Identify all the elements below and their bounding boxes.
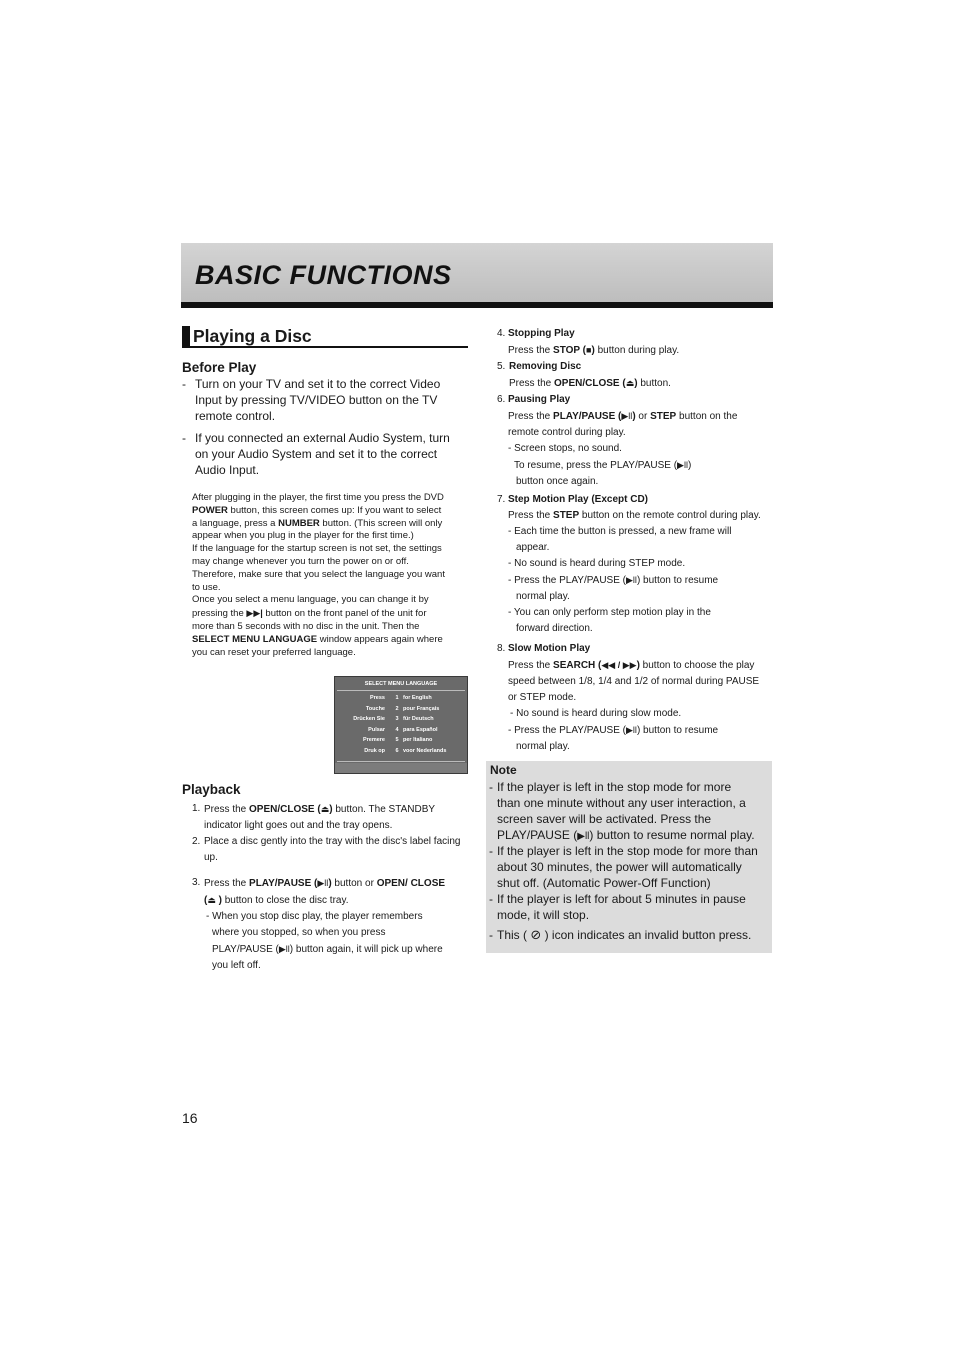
play-pause-icon: ▶ll <box>577 831 590 842</box>
play-pause-icon: ▶ll <box>621 411 633 421</box>
play-pause-icon: ▶ll <box>626 575 637 585</box>
note-item: - If the player is left in the stop mode for more than about 30 minutes, the power will automatically shut off. (Automatic Power-Off Function) <box>489 844 758 890</box>
eject-icon: ⏏ <box>207 895 216 905</box>
screen-footer <box>335 763 467 773</box>
step-motion-play: 7. Step Motion Play (Except CD) Press the STEP button on the remote control during play. - Each time the button is pressed, a new frame will appear. - No sound is heard during STEP mode. - Press the PLAY/PAUSE (▶ll) button to resume normal play. - You can only perform step motion play in the forward direction. <box>497 494 761 634</box>
search-icon: ◀◀ / ▶▶ <box>601 660 637 670</box>
before-play-heading: Before Play <box>182 360 257 375</box>
playback-step-3: 3. Press the PLAY/PAUSE (▶ll) button or OPEN/ CLOSE (⏏ ) button to close the disc tray. - When you stop disc play, the player remembers where you stopped, so when you press PLAY/PAUSE (▶ll) button again, it will pick up where you left off. <box>192 877 446 971</box>
play-pause-icon: ▶ll <box>677 460 688 470</box>
playback-step-2: 2. Place a disc gently into the tray with the disc's label facing up. <box>192 836 461 863</box>
step-stopping-play: 4. Stopping Play Press the STOP (■) button during play. <box>497 328 680 356</box>
note-item: - If the player is left for about 5 minutes in pause mode, it will stop. <box>489 892 746 922</box>
language-row: Press 1 for English <box>370 695 432 701</box>
note-item: - If the player is left in the stop mode for more than one minute without any user interaction, a screen saver will be activated. Press the PLAY/PAUSE (▶ll) button to resume normal play. <box>489 779 769 845</box>
language-screen-title: SELECT MENU LANGUAGE <box>364 681 438 687</box>
playback-heading: Playback <box>182 782 241 797</box>
eject-icon: ⏏ <box>625 378 635 388</box>
language-row: Premere 5 per Italiano <box>362 737 433 743</box>
before-play-bullet: - Turn on your TV and set it to the correct Video Input by pressing TV/VIDEO button on the TV remote control. <box>182 377 441 423</box>
language-row: Touche 2 pour Français <box>365 705 440 712</box>
step-slow-motion-play: 8. Slow Motion Play Press the SEARCH (◀◀ / ▶▶) button to choose the play speed between 1/8, 1/4 and 1/2 of normal during PAUSE or STEP mode. - No sound is heard during slow mode. - Press the PLAY/PAUSE (▶ll) button to resume normal play. <box>497 643 760 752</box>
language-row: Pulsar 4 para Español <box>368 726 438 733</box>
page-number: 16 <box>182 1110 198 1126</box>
section-title: Playing a Disc <box>193 326 312 346</box>
skip-next-icon: ▶▶| <box>246 608 263 619</box>
language-instructions: After plugging in the player, the first time you press the DVD POWER button, this screen comes up: If you want to select a language, press a NUMBER button. (This screen will only appear when you plug in the player for the first time.) If the language for the startup screen is not set, the settings may change whenever you turn the power on or off. Therefore, make sure that you select the language you want to use. Once you select a menu language, you can change it by pressing the ▶▶| button on the front panel of the unit for more than 5 seconds with no disc in the unit. Then the SELECT MENU LANGUAGE window appears again where you can reset your preferred language. <box>192 492 445 658</box>
stop-icon: ■ <box>586 345 592 355</box>
eject-icon: ⏏ <box>320 804 330 814</box>
divider <box>337 690 465 691</box>
select-menu-language-screen <box>334 676 468 774</box>
section-marker <box>182 326 190 346</box>
note-item: - This ( ⊘ ) icon indicates an invalid button press. <box>489 927 752 942</box>
step-removing-disc: 5. Removing Disc Press the OPEN/CLOSE (⏏) button. <box>497 361 671 389</box>
play-pause-icon: ▶ll <box>278 944 290 954</box>
note-title: Note <box>490 763 517 777</box>
language-row: Drücken Sie 3 für Deutsch <box>353 716 434 722</box>
section-rule <box>182 346 468 348</box>
before-play-bullet: - If you connected an external Audio System, turn on your Audio System and set it to the correct Audio Input. <box>182 431 450 477</box>
header-rule <box>181 302 773 308</box>
invalid-icon: ⊘ <box>530 927 542 942</box>
play-pause-icon: ▶ll <box>317 878 329 888</box>
page-title: BASIC FUNCTIONS <box>195 260 452 290</box>
step-pausing-play: 6. Pausing Play Press the PLAY/PAUSE (▶ll) or STEP button on the remote control during play. - Screen stops, no sound. To resume, press the PLAY/PAUSE (▶ll) button once again. <box>497 394 738 487</box>
divider <box>337 761 465 762</box>
playback-step-1: 1. Press the OPEN/CLOSE (⏏) button. The STANDBY indicator light goes out and the tray opens. <box>192 803 436 831</box>
play-pause-icon: ▶ll <box>626 725 637 735</box>
language-row: Druk op 6 voor Nederlands <box>364 747 447 754</box>
